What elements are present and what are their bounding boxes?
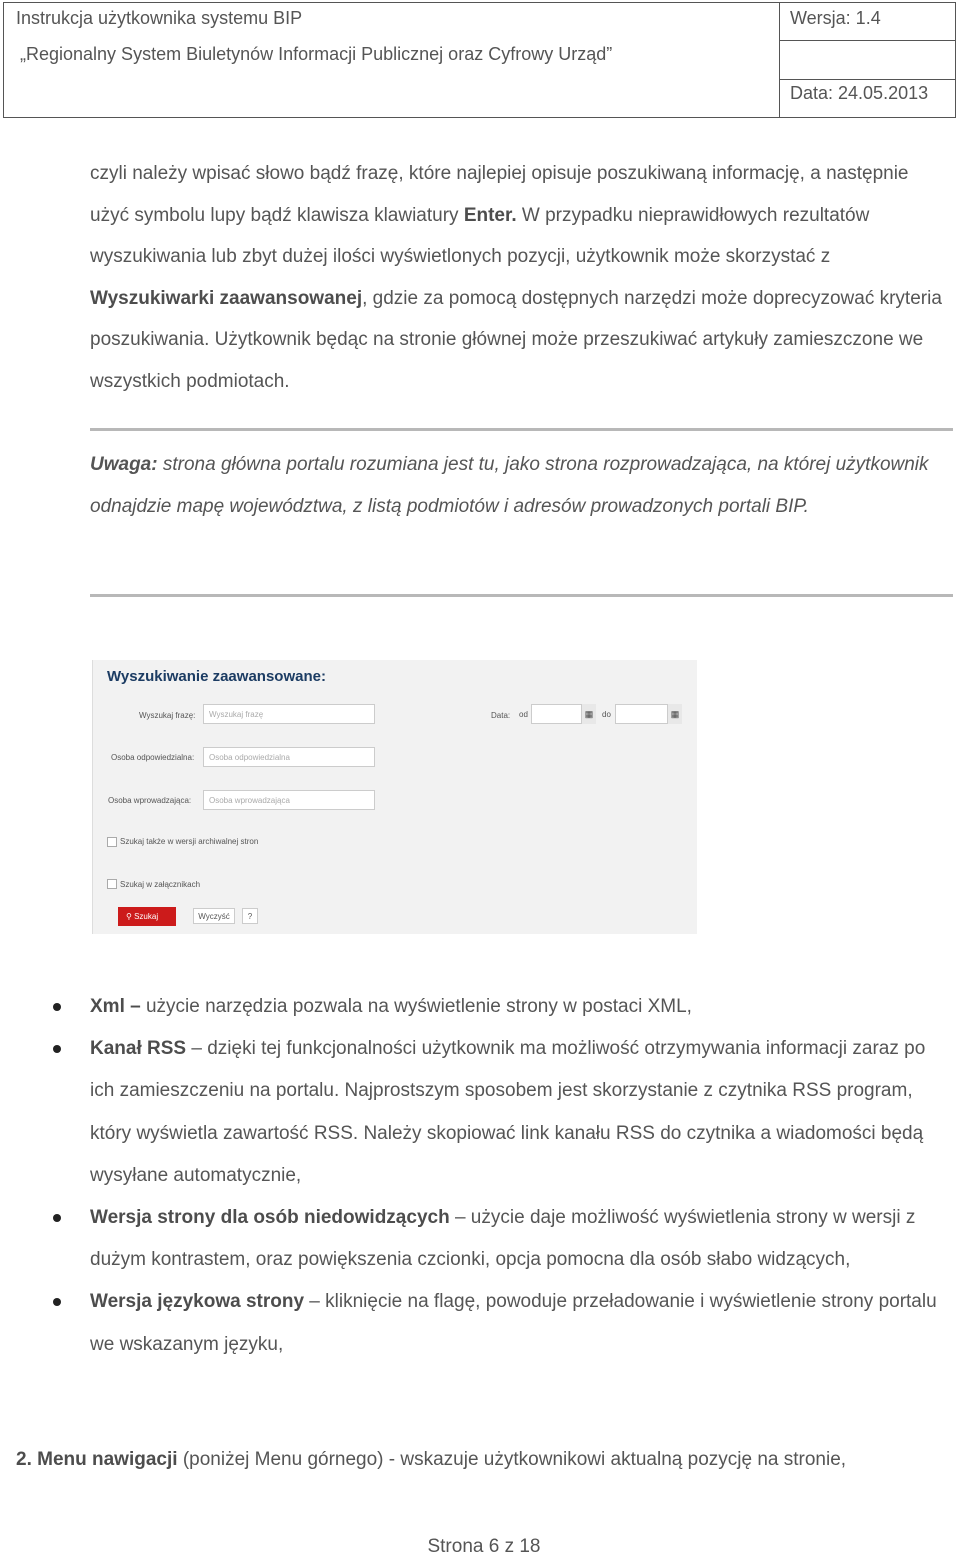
header-divider [779,79,955,80]
phrase-label: Wyszukaj frazę: [139,711,196,720]
version-label: Wersja: 1.4 [790,8,881,28]
attachments-checkbox[interactable] [107,879,117,889]
bullet-icon [53,1214,61,1222]
archive-checkbox-label: Szukaj także w wersji archiwalnej stron [120,837,259,846]
note-bottom-rule [90,594,953,597]
note-paragraph: Uwaga: strona główna portalu rozumiana jest tu, jako strona rozprowadzająca, na której użytkownik odnajdzie mapę województwa, z listą podmiotów i adresów prowadzonych portali BIP. [90,454,929,517]
advanced-search-title: Wyszukiwanie zaawansowane: [107,668,326,685]
search-icon: ⚲ [126,912,135,921]
search-button[interactable]: ⚲ Szukaj [118,907,176,926]
archive-checkbox[interactable] [107,837,117,847]
phrase-input[interactable]: Wyszukaj frazę [203,704,375,724]
page-number: Strona 6 z 18 [427,1536,541,1557]
entering-input[interactable]: Osoba wprowadzająca [203,790,375,810]
document-subtitle: „Regionalny System Biuletynów Informacji Publicznej oraz Cyfrowy Urząd” [20,44,613,64]
list-item: Xml – użycie narzędzia pozwala na wyświetlenie strony w postaci XML, [0,986,950,1028]
calendar-icon[interactable]: ▦ [667,704,682,724]
list-item: Kanał RSS – dzięki tej funkcjonalności użytkownik ma możliwość otrzymywania informacji zaraz po ich zamieszczeniu na portalu. Najprostszym sposobem jest skorzystanie z czytnika RSS program, który wyświetla zawartość RSS. Należy skopiować link kanału RSS do czytnika a wiadomości będą wysyłane automatycznie, [0,1028,950,1197]
entering-label: Osoba wprowadzająca: [108,796,192,805]
feature-list [0,986,960,1366]
note-top-rule [90,428,953,431]
bullet-icon [53,1045,61,1053]
bullet-icon [53,1003,61,1011]
section-heading: 2. Menu nawigacji (poniżej Menu górnego) - wskazuje użytkownikowi aktualną pozycję na stronie, [16,1449,847,1470]
responsible-label: Osoba odpowiedzialna: [111,753,195,762]
enter-key-text: Enter. [463,204,517,226]
page-header [3,2,956,118]
responsible-input[interactable]: Osoba odpowiedzialna [203,747,375,767]
advanced-search-screenshot [92,660,697,934]
date-from-label: od [519,710,528,719]
date-label: Data: 24.05.2013 [790,83,929,103]
date-label: Data: [491,711,511,720]
list-item: Wersja strony dla osób niedowidzących – użycie daje możliwość wyświetlenia strony w wersji z dużym kontrastem, oraz powiększenia czcionki, opcja pomocna dla osób słabo widzących, [0,1197,950,1281]
list-item: Wersja językowa strony – kliknięcie na flagę, powoduje przeładowanie i wyświetlenie strony portalu we wskazanym języku, [0,1281,950,1365]
calendar-icon[interactable]: ▦ [581,704,596,724]
document-title: Instrukcja użytkownika systemu BIP [16,8,303,28]
intro-paragraph: czyli należy wpisać słowo bądź frazę, które najlepiej opisuje poszukiwaną informację, a następnie użyć symbolu lupy bądź klawisza klawiatury Enter. W przypadku nieprawidłowych rezultatów wyszukiwania lub zbyt dużej ilości wyświetlonych pozycji, użytkownik może skorzystać z Wyszukiwarki zaawansowanej, gdzie za pomocą dostępnych narzędzi może doprecyzować kryteria poszukiwania. Użytkownik będąc na stronie głównej może przeszukiwać artykuły zamieszczone we wszystkich podmiotach. [90,163,942,392]
bullet-icon [53,1298,61,1306]
help-button[interactable]: ? [242,908,258,924]
advanced-search-text: Wyszukiwarki zaawansowanej [90,287,363,309]
note-label: Uwaga: [90,454,158,475]
date-to-label: do [602,710,611,719]
header-divider [779,40,955,41]
header-divider [779,3,780,117]
attachments-checkbox-label: Szukaj w załącznikach [120,880,201,889]
clear-button[interactable]: Wyczyść [193,908,235,924]
